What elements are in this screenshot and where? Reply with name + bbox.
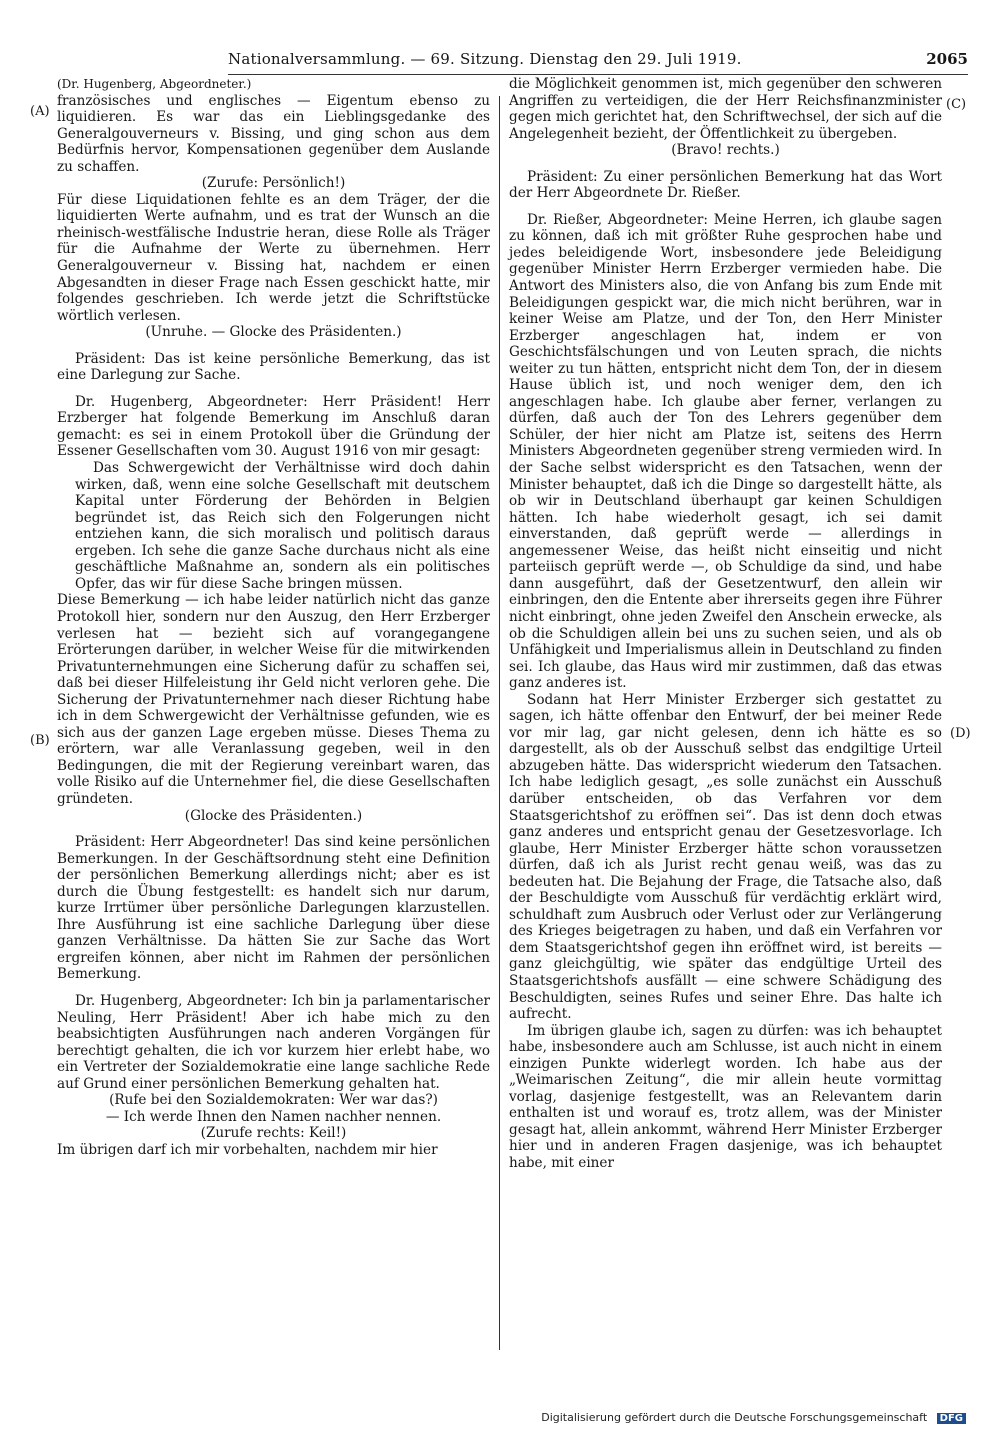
- interjection: (Zurufe: Persönlich!): [201, 175, 346, 192]
- running-title: Nationalversammlung. — 69. Sitzung. Dienstag den 29. Juli 1919.: [228, 50, 742, 68]
- paragraph: — Ich werde Ihnen den Namen nachher nennen.: [105, 1108, 442, 1125]
- speech-riesser: Dr. Rießer, Abgeordneter: Meine Herren, ich glaube sagen zu können, daß ich mit größter Ruhe gesprochen habe und jedes beleidigende Wort, insbesondere jede Beleidigung gegenüber Minister Herrn Erzberger vermieden habe. Die Antwort des Ministers also, die von Anfang bis zum Ende mit Beleidigungen gespickt war, die mich nicht berühren, war in keiner Weise am Platze, und der Ton, den Herr Minister Erzberger angeschlagen hat, indem er von Geschichtsfälschungen und von Leuten sprach, die nichts weiter zu tun hätten, entspricht nicht dem Ton, der in diesem Hause üblich ist, und noch weniger dem, den ich angeschlagen habe. Ich glaube aber ferner, verlangen zu dürfen, daß auch der Ton des Lehrers gegenüber dem Schüler, der hier nicht am Platze ist, seitens des Herrn Ministers Abgeordneten gegenüber streng vermieden wird. In der Sache selbst widerspricht es den Tatsachen, wenn der Minister behauptet, daß ich die Dinge so dargestellt hätte, als ob wir in Deutschland überhaupt gar keinen Schuldigen hätten. Ich habe wiederholt gesagt, ich sei damit einverstanden, daß geprüft werde — allerdings in angemessener Weise, das heißt nicht einseitig und nicht parteiisch geprüft werde —, ob Schuldige da sind, und habe dann ausgeführt, daß der Gesetzentwurf, den allein wir einbringen, den die Entente aber ihrerseits gegen ihre Führer nicht einbringt, ohne jeden Zweifel den Anschein erwecke, als ob die Schuldigen allein bei uns zu suchen seien, und als ob Unfähigkeit und Imperialismus allein in Deutschland zu finden sei. Ich glaube, das Haus wird mir zustimmen, daß das etwas ganz anderes ist.: [509, 211, 942, 692]
- speech-hugenberg: Dr. Hugenberg, Abgeordneter: Herr Präsident! Herr Erzberger hat folgende Bemerkung im Anschluß daran gemacht: es sei in einem Protokoll über die Gründung der Essener Gesellschaften vom 30. August 1916 von mir gesagt:: [57, 393, 490, 460]
- footer-credit-text: Digitalisierung gefördert durch die Deutsche Forschungsgemeinschaft: [541, 1411, 928, 1424]
- interjection: (Zurufe rechts: Keil!): [200, 1125, 347, 1142]
- paragraph: Für diese Liquidationen fehlte es an dem Träger, der die liquidierten Werte aufnahm, und es trat der Wunsch an die rheinisch-westfälische Industrie heran, diese Rolle als Träger für die Aufnahme der Werte zu übernehmen. Herr Generalgouverneur v. Bissing hat, nachdem er einen Abgesandten in dieser Frage nach Essen geschickt hatte, mir folgendes geschrieben. Ich werde jetzt die Schriftstücke wörtlich verlesen.: [57, 191, 490, 324]
- paragraph: die Möglichkeit genommen ist, mich gegenüber den schweren Angriffen zu verteidigen, die der Herr Reichsfinanzminister gegen mich gerichtet hat, den Schriftwechsel, der sich auf die Angelegenheit bezieht, der Öffentlichkeit zu übergeben.: [509, 76, 942, 142]
- interjection: (Glocke des Präsidenten.): [184, 807, 363, 824]
- speech-president: Präsident: Zu einer persönlichen Bemerkung hat das Wort der Herr Abgeordnete Dr. Rießer.: [509, 168, 942, 202]
- paragraph: Im übrigen glaube ich, sagen zu dürfen: was ich behauptet habe, insbesondere auch am Schlusse, ist auch nicht in einem einzigen Punkte widerlegt worden. Ich habe aus der „Weimarischen Zeitung“, die mir allein heute vormittag vorlag, dasjenige festgestellt, was an Relevantem darin enthalten ist und worauf es, trotz allem, was der Minister gesagt hat, allein ankommt, während Herr Minister Erzberger hier und in anderen Fragen dasjenige, was ich behauptet habe, mit einer: [509, 1022, 942, 1171]
- page-number: 2065: [926, 50, 968, 68]
- paragraph: französisches und englisches — Eigentum ebenso zu liquidieren. Es war das ein Lieblingsgedanke des Generalgouverneurs v. Bissing, und ging schon aus dem Bedürfnis hervor, Kompensationen gegenüber dem Auslande zu schaffen.: [57, 92, 490, 175]
- right-column: [509, 76, 942, 1172]
- column-divider: [499, 96, 500, 1350]
- speaker-continuation: (Dr. Hugenberg, Abgeordneter.): [57, 77, 252, 91]
- interjection: (Unruhe. — Glocke des Präsidenten.): [145, 324, 402, 341]
- left-column: [57, 76, 490, 1158]
- paragraph: Diese Bemerkung — ich habe leider natürlich nicht das ganze Protokoll hier, sondern nur den Auszug, den Herr Erzberger verlesen hat — bezieht sich auf vorangegangene Erörterungen darüber, in welcher Weise für die mitwirkenden Privatunternehmungen eine Sicherung dafür zu schaffen sei, daß bei dieser Hilfeleistung ihr Geld nicht verloren gehe. Die Sicherung der Privatunternehmer nach dieser Richtung habe ich in dem Schwergewicht der Verhältnisse gefunden, wie es sich aus der ganzen Lage ergeben müsse. Dieses Thema zu erörtern, war alle Veranlassung gegeben, weil in den Bedingungen, die mit der Regierung vereinbart waren, das volle Risiko auf die Unternehmer fiel, die diese Gesellschaften gründeten.: [57, 592, 490, 807]
- speech-president: Präsident: Das ist keine persönliche Bemerkung, das ist eine Darlegung zur Sache.: [57, 350, 490, 384]
- margin-letter-b: (B): [30, 733, 50, 748]
- paragraph: Sodann hat Herr Minister Erzberger sich gestattet zu sagen, ich hätte offenbar den Entwurf, der bei meiner Rede vor mir lag, gar nicht gelesen, denn ich hätte es so dargestellt, als ob der Ausschuß selbst das endgiltige Urteil abzugeben hätte. Das widerspricht wiederum den Tatsachen. Ich habe lediglich gesagt, „es solle zunächst ein Ausschuß darüber entscheiden, ob das Verfahren vor dem Staatsgerichtshof zu eröffnen sei“. Das ist denn doch etwas ganz anderes und entspricht genau der Gesetzesvorlage. Ich glaube, Herr Minister Erzberger hätte schon voraussetzen dürfen, daß ich als Jurist recht genau weiß, was das zu bedeuten hat. Die Bejahung der Frage, die Tatsache also, daß der Beschuldigte vom Ausschuß für verdächtig erklärt wird, schuldhaft zum Ausbruch oder Verlust oder zur Verlängerung des Krieges beigetragen zu haben, und daß ein Verfahren vor dem Staatsgerichtshof gegen ihn eröffnet wird, ist bereits — ganz gleichgültig, wie später das endgültige Urteil des Staatsgerichtshofs ausfällt — eine schwere Schädigung des Beschuldigten, seines Rufes und seiner Ehre. Das halte ich aufrecht.: [509, 691, 942, 1023]
- paragraph: Im übrigen darf ich mir vorbehalten, nachdem mir hier: [57, 1141, 438, 1158]
- page-header: [228, 48, 968, 75]
- dfg-logo: DFG: [937, 1413, 966, 1424]
- speech-hugenberg: Dr. Hugenberg, Abgeordneter: Ich bin ja parlamentarischer Neuling, Herr Präsident! Aber ich habe mich zu den beabsichtigten Ausführungen nach anderen Vorgängen für berechtigt gehalten, die ich vor kurzem hier erlebt habe, wo ein Vertreter der Sozialdemokratie eine lange sachliche Rede auf Grund einer persönlichen Bemerkung gehalten hat.: [57, 992, 490, 1092]
- footer-credit: [541, 1411, 966, 1424]
- margin-letter-a: (A): [30, 104, 50, 119]
- margin-letter-d: (D): [950, 726, 971, 741]
- margin-letter-c: (C): [946, 97, 967, 112]
- interjection: (Rufe bei den Sozialdemokraten: Wer war das?): [109, 1092, 438, 1109]
- speech-president: Präsident: Herr Abgeordneter! Das sind keine persönlichen Bemerkungen. In der Geschäftsordnung steht eine Definition der persönlichen Bemerkung allerdings nicht; aber es ist durch die Übung festgestellt: es handelt sich nur darum, kurze Irrtümer über persönliche Darlegungen klarzustellen. Ihre Ausführung ist eine sachliche Darlegung über diese ganzen Verhältnisse. Da hätten Sie zur Sache das Wort ergreifen können, aber nicht im Rahmen der persönlichen Bemerkung.: [57, 834, 490, 983]
- quotation: Das Schwergewicht der Verhältnisse wird doch dahin wirken, daß, wenn eine solche Gesellschaft mit deutschem Kapital unter Förderung der Behörden in Belgien begründet ist, das Reich sich den Folgerungen nicht entziehen kann, die sich moralisch und politisch daraus ergeben. Ich sehe die ganze Sache durchaus nicht als eine geschäftliche Maßnahme an, sondern als ein politisches Opfer, das wir für diese Sache bringen müssen.: [75, 460, 490, 592]
- interjection: (Bravo! rechts.): [671, 142, 780, 159]
